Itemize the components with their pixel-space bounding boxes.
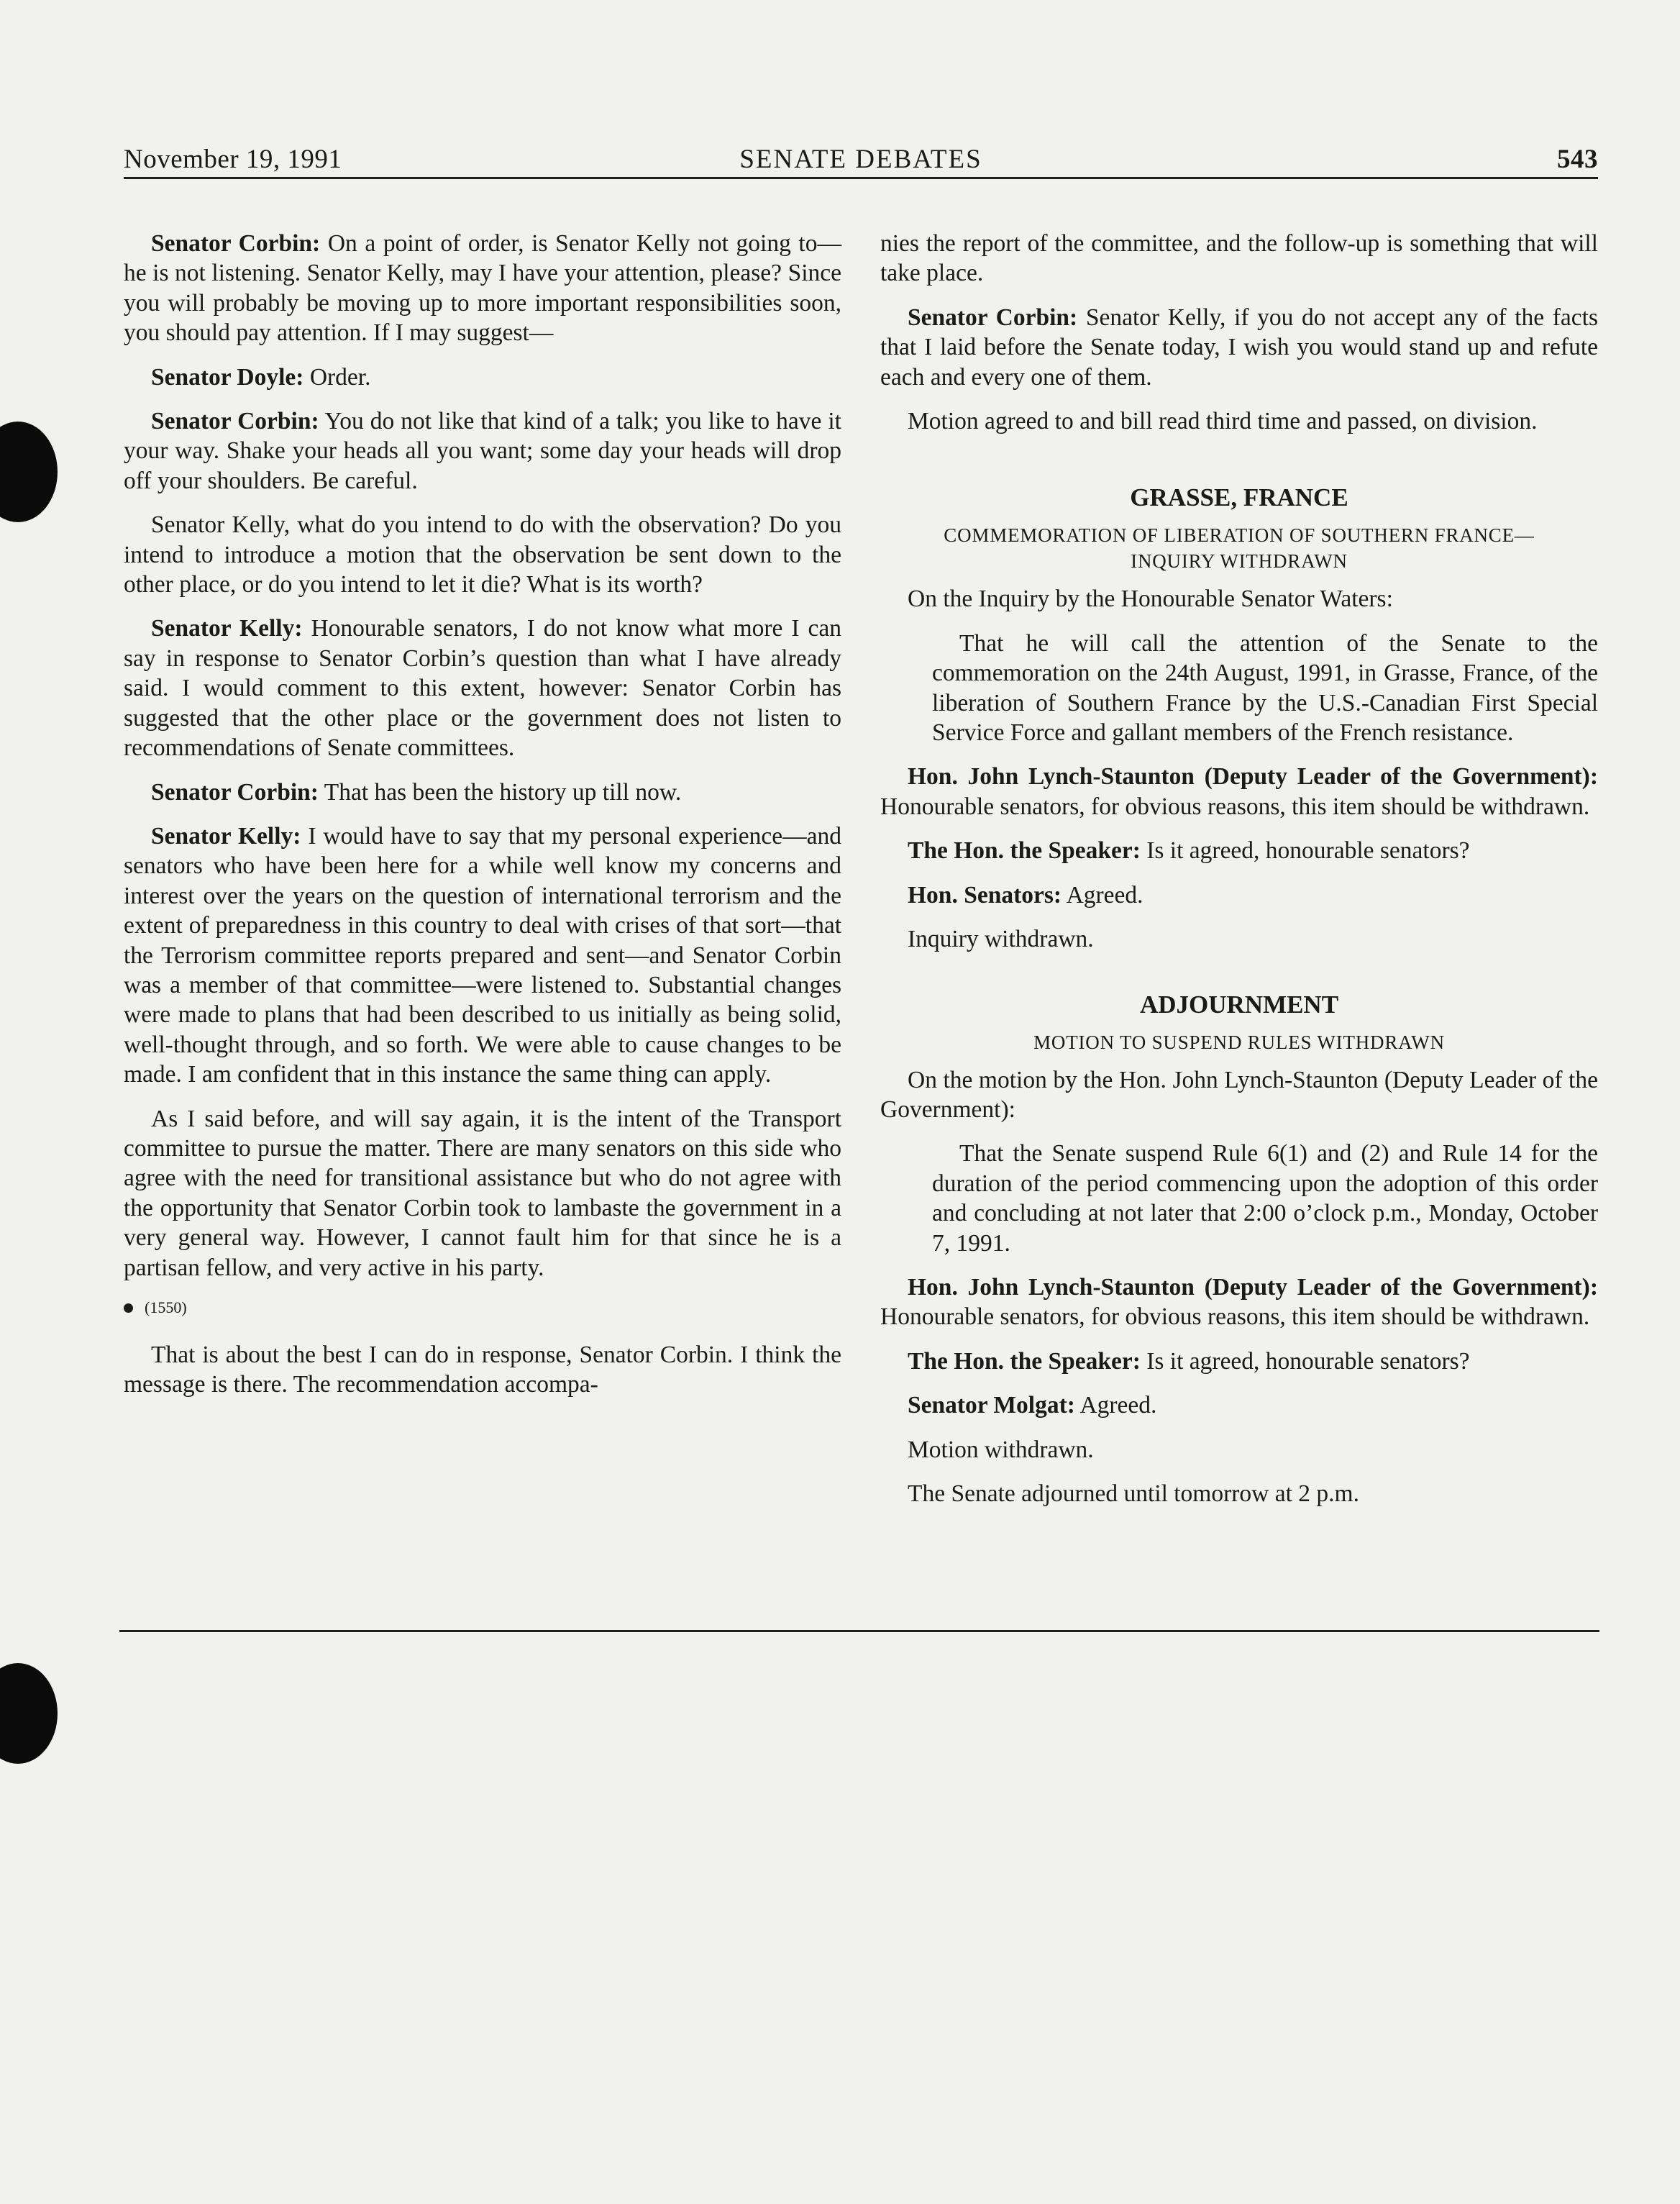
speaker-name: Senator Corbin: — [151, 230, 321, 257]
speaker-name: Senator Corbin: — [151, 778, 319, 806]
paragraph — [880, 1390, 1598, 1420]
time-marker-text: (1550) — [145, 1298, 187, 1316]
speech-text: Honourable senators, for obvious reasons, this item should be withdrawn. — [880, 793, 1590, 820]
paragraph — [124, 229, 841, 348]
paragraph — [880, 924, 1598, 954]
speech-text: nies the report of the committee, and the follow-up is something that will take place. — [880, 230, 1598, 287]
section-subtitle — [880, 522, 1598, 574]
speech-text: As I said before, and will say again, it is the intent of the Transport committee to pursue the matter. There are many senators on this side who agree with the need for transitional assistance but who do not agree with the opportunity that Senator Corbin took to lambaste the government in a very general way. However, I cannot fault him for that since he is a partisan fellow, and very active in his party. — [124, 1105, 841, 1281]
paragraph — [124, 363, 841, 392]
speaker-name: Senator Doyle: — [151, 363, 304, 391]
footer-rule — [119, 1630, 1599, 1632]
quote-text: That the Senate suspend Rule 6(1) and (2) and Rule 14 for the duration of the period commencing upon the adoption of this order and concluding at not later that 2:00 o’clock p.m., Monday, October 7, 1991. — [932, 1140, 1598, 1257]
section-subtitle: MOTION TO SUSPEND RULES WITHDRAWN — [1033, 1031, 1445, 1053]
speaker-name: The Hon. the Speaker: — [908, 837, 1141, 865]
speech-text: Honourable senators, I do not know what more I can say in response to Senator Corbin’s question than what I have already said. I would comment to this extent, however: Senator Corbin has suggested that the other place or the government does not listen to recommendations of Senate committees. — [124, 615, 842, 762]
paragraph — [880, 880, 1598, 910]
time-marker — [124, 1297, 841, 1319]
section-title: GRASSE, FRANCE — [1130, 483, 1348, 512]
paragraph — [880, 1272, 1598, 1332]
speech-text: On the Inquiry by the Honourable Senator Waters: — [908, 586, 1393, 613]
paragraph — [124, 510, 841, 599]
subtitle-line: INQUIRY WITHDRAWN — [1131, 550, 1348, 573]
paragraph — [880, 1435, 1598, 1465]
binder-hole-bottom — [0, 1663, 58, 1764]
header-title: SENATE DEBATES — [739, 145, 982, 174]
speaker-name: Hon. John Lynch-Staunton (Deputy Leader of the Government): — [908, 763, 1598, 791]
speech-text: Honourable senators, for obvious reasons, this item should be withdrawn. — [880, 1303, 1590, 1331]
speech-text: Motion agreed to and bill read third time and passed, on division. — [908, 408, 1538, 435]
paragraph — [124, 406, 841, 496]
paragraph — [880, 303, 1598, 392]
paragraph — [880, 1479, 1598, 1508]
speech-text: Motion withdrawn. — [908, 1436, 1094, 1463]
page-number: 543 — [1557, 145, 1598, 174]
speaker-name: Senator Molgat: — [908, 1392, 1075, 1419]
page-header — [124, 141, 1598, 178]
binder-hole-top — [0, 422, 58, 522]
speaker-name: Senator Corbin: — [908, 304, 1078, 331]
speaker-name: Senator Corbin: — [151, 408, 319, 435]
speaker-name: Senator Kelly: — [151, 822, 301, 850]
speech-text: Is it agreed, honourable senators? — [1140, 1347, 1470, 1375]
inquiry-quote — [932, 629, 1598, 748]
paragraph — [880, 836, 1598, 865]
speech-text: That has been the history up till now. — [318, 778, 682, 806]
speech-text: You do not like that kind of a talk; you like to have it your way. Shake your heads all you want; some day your heads will drop off your shoulders. Be careful. — [124, 408, 841, 494]
speech-text: Senator Kelly, if you do not accept any of the facts that I laid before the Senate today, I wish you would stand up and refute each and every one of them. — [880, 304, 1599, 391]
section-title: ADJOURNMENT — [1139, 990, 1339, 1019]
speech-text: On a point of order, is Senator Kelly not going to—he is not listening. Senator Kelly, may I have your attention, please? Since you will probably be moving up to more important responsibilities soon, you should pay attention. If I may suggest— — [124, 230, 841, 347]
speaker-name: Hon. John Lynch-Staunton (Deputy Leader of the Government): — [908, 1273, 1598, 1301]
header-date: November 19, 1991 — [124, 145, 342, 174]
speech-text: Is it agreed, honourable senators? — [1140, 837, 1470, 865]
speech-text: Agreed. — [1062, 881, 1143, 909]
paragraph — [124, 614, 841, 762]
paragraph — [880, 1347, 1598, 1376]
speech-text: On the motion by the Hon. John Lynch-Staunton (Deputy Leader of the Government): — [880, 1066, 1598, 1123]
paragraph — [880, 1065, 1598, 1125]
right-column — [880, 229, 1598, 1523]
speech-text: I would have to say that my personal experience—and senators who have been here for a while well know my concerns and interest over the years on the question of international terrorism and the extent of preparedness in this country to deal with crises of that sort—that the Terrorism committee reports prepared and sent—and Senator Corbin was a member of that committee—were listened to. Substantial changes were made to plans that had been described to us initially as being solid, well-thought through, and so forth. We were able to cause changes to be made. I am confident that in this instance the same thing can apply. — [124, 822, 842, 1088]
paragraph — [880, 406, 1598, 436]
speaker-name: The Hon. the Speaker: — [908, 1347, 1141, 1375]
speech-text: Senator Kelly, what do you intend to do with the observation? Do you intend to introduce a motion that the observation be sent down to the other place, or do you intend to let it die? What is its worth? — [124, 511, 841, 598]
paragraph — [124, 821, 841, 1090]
paragraph — [124, 1104, 841, 1283]
speech-text: Agreed. — [1074, 1392, 1157, 1419]
bullet-icon — [124, 1303, 133, 1313]
paragraph — [124, 778, 841, 807]
paragraph — [880, 229, 1598, 288]
paragraph — [880, 762, 1598, 821]
speaker-name: Hon. Senators: — [908, 881, 1062, 909]
motion-quote — [932, 1139, 1598, 1258]
quote-text: That he will call the attention of the Senate to the commemoration on the 24th August, 1991, in Grasse, France, of the liberation of Southern France by the U.S.-Canadian First Special Service Force and gallant members of the French resistance. — [932, 629, 1598, 747]
speech-text: That is about the best I can do in response, Senator Corbin. I think the message is there. The recommendation accompa- — [124, 1342, 841, 1398]
speaker-name: Senator Kelly: — [151, 615, 303, 642]
paragraph — [124, 1340, 841, 1400]
paragraph — [880, 584, 1598, 614]
speech-text: Inquiry withdrawn. — [908, 926, 1094, 953]
left-column — [124, 229, 841, 1414]
speech-text: The Senate adjourned until tomorrow at 2 p.m. — [908, 1480, 1359, 1507]
speech-text: Order. — [303, 363, 371, 391]
subtitle-line: COMMEMORATION OF LIBERATION OF SOUTHERN FRANCE— — [944, 524, 1535, 547]
header-rule — [124, 177, 1598, 179]
